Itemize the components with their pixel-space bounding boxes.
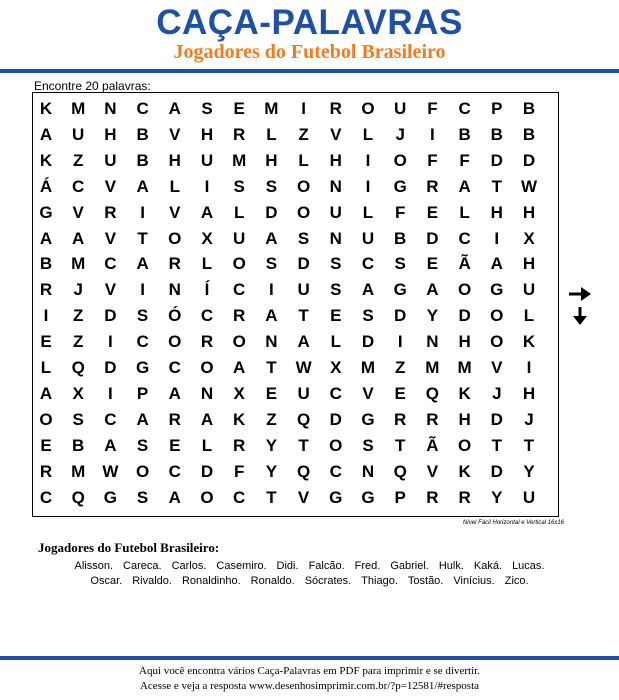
grid-letter: C <box>329 383 342 403</box>
grid-letter: U <box>522 280 536 300</box>
grid-letter: M <box>457 358 472 377</box>
grid-letter: H <box>265 150 278 170</box>
footer-line-1: Aqui você encontra vários Caça-Palavras em PDF para imprimir e se divertir. <box>139 665 480 677</box>
word-list-item: Zico. <box>504 575 529 587</box>
word-list-title: Jogadores do Futebol Brasileiro: <box>38 540 220 555</box>
grid-letter: S <box>265 176 278 196</box>
word-list-item: Hulk. <box>438 560 464 572</box>
word-list-item: Ronaldo. <box>250 575 295 587</box>
grid-letter: H <box>490 202 503 222</box>
grid-letter: R <box>39 461 53 481</box>
grid-letter: I <box>365 176 371 196</box>
grid-letter: O <box>490 332 504 352</box>
grid-letter: L <box>298 150 309 170</box>
grid-letter: R <box>426 176 439 196</box>
grid-letter: S <box>394 254 406 274</box>
grid-letter: D <box>104 358 117 377</box>
grid-letter: P <box>136 383 149 403</box>
grid-letter: H <box>522 202 536 222</box>
grid-letter: E <box>233 99 245 118</box>
grid-letter: Z <box>298 124 309 144</box>
grid-letter: C <box>329 461 342 481</box>
grid-letter: N <box>426 332 439 352</box>
grid-letter: A <box>168 487 181 507</box>
grid-letter: K <box>39 99 53 118</box>
grid-letter: N <box>265 332 278 352</box>
grid-letter: I <box>397 332 403 352</box>
grid-letter: L <box>362 202 374 222</box>
grid-letter: Á <box>39 176 53 196</box>
grid-letter: Ó <box>168 306 182 326</box>
grid-letter: K <box>522 332 536 352</box>
grid-letter: Q <box>71 358 85 377</box>
grid-letter: V <box>104 280 117 300</box>
grid-letter: S <box>330 254 342 274</box>
grid-letter: D <box>522 150 536 170</box>
grid-letter: W <box>520 176 538 196</box>
grid-letter: U <box>200 150 214 170</box>
grid-letter: V <box>104 176 117 196</box>
grid-letter: T <box>298 435 309 455</box>
grid-letter: D <box>104 306 117 326</box>
grid-letter: K <box>233 409 246 429</box>
grid-letter: U <box>297 280 310 300</box>
arrow-down-icon <box>568 306 592 326</box>
grid-letter: O <box>457 435 472 455</box>
grid-letter: P <box>491 99 503 118</box>
grid-letter: Z <box>72 150 84 170</box>
bottom-divider <box>0 656 619 660</box>
grid-letter: C <box>458 228 471 248</box>
grid-letter: L <box>523 306 535 326</box>
grid-letter: S <box>136 306 149 326</box>
page-subtitle: Jogadores do Futebol Brasileiro <box>173 41 446 63</box>
grid-letter: S <box>136 487 149 507</box>
grid-letter: L <box>40 358 52 377</box>
grid-letter: M <box>71 461 86 481</box>
grid-letter: C <box>104 254 117 274</box>
grid-letter: N <box>329 228 342 248</box>
grid-letter: O <box>296 202 311 222</box>
grid-letter: S <box>265 254 278 274</box>
grid-letter: A <box>136 176 149 196</box>
grid-letter: O <box>393 150 407 170</box>
grid-letter: N <box>104 99 117 118</box>
grid-letter: Q <box>296 461 311 481</box>
grid-letter: V <box>72 202 84 222</box>
grid-letter: R <box>233 306 246 326</box>
grid-letter: I <box>140 280 145 300</box>
grid-letter: Z <box>72 332 84 352</box>
grid-letter: O <box>361 99 375 118</box>
grid-letter: L <box>169 176 180 196</box>
grid-letter: Y <box>491 487 503 507</box>
grid-letter: E <box>169 435 181 455</box>
grid-letter: E <box>394 383 406 403</box>
grid-letter: T <box>298 306 309 326</box>
grid-letter: T <box>266 487 277 507</box>
grid-letter: C <box>233 487 246 507</box>
word-list-item: Fred. <box>354 560 381 572</box>
grid-letter: I <box>494 228 500 248</box>
puzzle-instruction: Encontre 20 palavras: <box>34 79 151 93</box>
grid-letter: D <box>265 202 278 222</box>
grid-letter: N <box>329 176 342 196</box>
grid-letter: J <box>395 124 405 144</box>
grid-letter: A <box>200 202 214 222</box>
footer-line-2: Acesse e veja a resposta www.desenhosimprimir.com.br/?p=12581/#resposta <box>139 680 480 692</box>
grid-letter: U <box>522 487 536 507</box>
grid-letter: X <box>72 383 84 403</box>
grid-letter: F <box>427 150 438 170</box>
grid-letter: Q <box>296 409 311 429</box>
grid-letter: B <box>490 124 503 144</box>
page-title: CAÇA-PALAVRAS <box>156 3 463 42</box>
grid-letter: I <box>43 306 49 326</box>
grid-letter: E <box>330 306 342 326</box>
grid-letter: S <box>233 176 245 196</box>
grid-letter: A <box>361 280 375 300</box>
grid-letter: H <box>329 150 342 170</box>
grid-letter: B <box>136 124 149 144</box>
grid-letter: J <box>524 409 534 429</box>
grid-letter: R <box>200 332 214 352</box>
grid-letter: E <box>40 435 52 455</box>
grid-letter: C <box>233 280 246 300</box>
grid-letter: D <box>297 254 310 274</box>
grid-letter: X <box>201 228 213 248</box>
grid-letter: I <box>108 383 113 403</box>
grid-letter: D <box>329 409 342 429</box>
grid-letter: N <box>361 461 375 481</box>
grid-letter: O <box>168 228 182 248</box>
grid-letter: D <box>361 332 375 352</box>
grid-letter: I <box>108 332 113 352</box>
grid-letter: L <box>201 254 213 274</box>
grid-letter: G <box>39 202 53 222</box>
grid-letter: M <box>232 150 247 170</box>
grid-letter: C <box>168 358 181 377</box>
grid-letter: G <box>103 487 117 507</box>
grid-letter: G <box>393 176 407 196</box>
grid-letter: B <box>39 254 53 274</box>
grid-letter: H <box>200 124 214 144</box>
grid-letter: O <box>168 332 182 352</box>
grid-letter: C <box>361 254 375 274</box>
word-list-line-1 <box>20 560 599 572</box>
word-list-item: Tostão. <box>407 575 444 587</box>
grid-letter: O <box>135 461 150 481</box>
grid-letter: L <box>459 202 470 222</box>
grid-letter: O <box>232 332 246 352</box>
word-list-item: Oscar. <box>90 575 123 587</box>
word-list-item: Sócrates. <box>304 575 352 587</box>
grid-letter: Z <box>72 306 84 326</box>
grid-letter: V <box>169 202 181 222</box>
grid-letter: A <box>265 228 278 248</box>
grid-letter: D <box>394 306 407 326</box>
grid-letter: A <box>168 383 181 403</box>
grid-letter: C <box>39 487 53 507</box>
arrow-right-icon <box>568 284 592 304</box>
grid-letter: I <box>365 150 371 170</box>
grid-letter: M <box>360 358 376 377</box>
grid-letter: A <box>426 280 439 300</box>
grid-letter: F <box>233 461 245 481</box>
grid-letter: M <box>264 99 279 118</box>
grid-letter: H <box>522 383 536 403</box>
grid-letter: E <box>40 332 52 352</box>
grid-letter: T <box>137 228 148 248</box>
grid-letter: H <box>522 254 536 274</box>
grid-letter: C <box>72 176 85 196</box>
grid-letter: I <box>204 176 210 196</box>
grid-letter: N <box>200 383 214 403</box>
grid-letter: A <box>39 124 53 144</box>
grid-letter: G <box>393 280 407 300</box>
grid-letter: A <box>265 306 278 326</box>
grid-letter: R <box>329 99 342 118</box>
grid-letter: R <box>458 487 471 507</box>
grid-letter: Y <box>265 435 278 455</box>
grid-letter: B <box>458 124 471 144</box>
grid-letter: U <box>297 383 310 403</box>
grid-letter: R <box>394 409 407 429</box>
grid-letter: O <box>329 435 343 455</box>
grid-letter: B <box>136 150 149 170</box>
grid-letter: D <box>426 228 439 248</box>
word-list-item: Vinícius. <box>453 575 495 587</box>
word-list-item: Carlos. <box>171 560 207 572</box>
word-list-item: Rivaldo. <box>132 575 172 587</box>
grid-letter: D <box>490 150 503 170</box>
grid-letter: A <box>136 254 149 274</box>
grid-letter: G <box>361 487 375 507</box>
word-list-item: Falcão. <box>308 560 345 572</box>
grid-letter: R <box>168 254 181 274</box>
grid-letter: X <box>523 228 535 248</box>
level-note: Nível Fácil Horizontal e Vertical 16x16 <box>462 520 564 526</box>
grid-letter: S <box>297 228 310 248</box>
grid-letter: Q <box>393 461 407 481</box>
grid-letter: B <box>72 435 85 455</box>
grid-letter: G <box>135 358 150 377</box>
grid-letter: A <box>104 435 117 455</box>
grid-letter: J <box>492 383 502 403</box>
grid-letter: Q <box>425 383 439 403</box>
grid-letter: P <box>394 487 406 507</box>
grid-letter: O <box>39 409 53 429</box>
grid-letter: C <box>104 409 117 429</box>
word-list-item: Kaká. <box>473 560 503 572</box>
grid-letter: Ã <box>458 254 471 274</box>
grid-letter: R <box>426 487 439 507</box>
grid-letter: C <box>458 99 471 118</box>
grid-letter: A <box>72 228 85 248</box>
grid-letter: Q <box>71 487 85 507</box>
grid-letter: L <box>233 202 245 222</box>
grid-letter: A <box>458 176 471 196</box>
grid-letter: C <box>136 332 149 352</box>
grid-letter: U <box>104 150 117 170</box>
grid-letter: T <box>266 358 277 377</box>
grid-letter: O <box>296 176 311 196</box>
word-list-item: Gabriel. <box>390 560 429 572</box>
grid-letter: A <box>297 332 310 352</box>
grid-letter: S <box>72 409 84 429</box>
grid-letter: V <box>297 487 310 507</box>
word-list-item: Casemiro. <box>216 560 267 572</box>
grid-letter: U <box>72 124 85 144</box>
grid-letter: A <box>136 409 149 429</box>
grid-letter: H <box>458 332 471 352</box>
grid-letter: B <box>394 228 407 248</box>
grid-letter: A <box>39 383 53 403</box>
word-list-item: Alisson. <box>74 560 114 572</box>
grid-letter: C <box>136 99 149 118</box>
word-list-item: Ronaldinho. <box>181 575 241 587</box>
grid-letter: V <box>426 461 439 481</box>
top-divider <box>0 69 619 73</box>
grid-letter: V <box>104 228 117 248</box>
grid-letter: S <box>362 306 374 326</box>
grid-letter: I <box>140 202 145 222</box>
grid-letter: S <box>362 435 374 455</box>
grid-letter: G <box>490 280 504 300</box>
grid-letter: U <box>329 202 342 222</box>
grid-letter: Z <box>394 358 406 377</box>
word-list-item: Didi. <box>276 560 299 572</box>
grid-letter: T <box>394 435 406 455</box>
grid-letter: H <box>458 409 471 429</box>
grid-letter: I <box>526 358 532 377</box>
grid-letter: A <box>168 99 181 118</box>
grid-letter: Y <box>426 306 439 326</box>
grid-letter: R <box>39 280 53 300</box>
grid-letter: Y <box>523 461 535 481</box>
grid-letter: W <box>102 461 119 481</box>
grid-letter: S <box>136 435 149 455</box>
grid-letter: T <box>523 435 535 455</box>
grid-letter: V <box>362 383 374 403</box>
grid-letter: M <box>71 254 86 274</box>
grid-letter: A <box>490 254 503 274</box>
grid-letter: D <box>490 409 503 429</box>
grid-letter: R <box>233 124 246 144</box>
grid-letter: H <box>104 124 117 144</box>
grid-letter: F <box>459 150 470 170</box>
grid-letter: I <box>430 124 435 144</box>
grid-letter: V <box>491 358 503 377</box>
grid-letter: I <box>269 280 274 300</box>
grid-letter: K <box>39 150 53 170</box>
grid-letter: G <box>361 409 375 429</box>
grid-letter: B <box>522 99 536 118</box>
grid-letter: L <box>362 124 374 144</box>
word-list-item: Lucas. <box>512 560 545 572</box>
grid-letter: E <box>265 383 278 403</box>
grid-letter: M <box>71 99 86 118</box>
grid-letter: R <box>233 435 246 455</box>
grid-letter: A <box>233 358 246 377</box>
word-list-item: Careca. <box>123 560 162 572</box>
grid-letter: U <box>361 228 375 248</box>
grid-letter: R <box>104 202 117 222</box>
grid-letter: T <box>491 435 502 455</box>
grid-letter: E <box>426 202 439 222</box>
grid-letter: F <box>427 99 438 118</box>
grid-letter: N <box>168 280 181 300</box>
grid-letter: E <box>426 254 439 274</box>
grid-letter: B <box>522 124 536 144</box>
grid-letter: L <box>201 435 213 455</box>
grid-letter: X <box>233 383 245 403</box>
grid-letter: S <box>330 280 342 300</box>
grid-letter: I <box>301 99 306 118</box>
grid-letter: L <box>266 124 277 144</box>
word-list-item: Thiago. <box>361 575 398 587</box>
grid-letter: R <box>168 409 181 429</box>
grid-letter: C <box>200 306 214 326</box>
grid-letter: A <box>200 409 214 429</box>
grid-letter: O <box>490 306 504 326</box>
grid-letter: D <box>200 461 214 481</box>
grid-letter: D <box>458 306 471 326</box>
grid-letter: J <box>73 280 83 300</box>
grid-letter: U <box>233 228 246 248</box>
grid-letter: M <box>425 358 440 377</box>
grid-letter: O <box>232 254 246 274</box>
grid-letter: R <box>426 409 439 429</box>
grid-letter: Y <box>265 461 278 481</box>
grid-letter: H <box>168 150 181 170</box>
grid-letter: Í <box>204 280 210 300</box>
word-search-grid <box>32 92 559 517</box>
grid-letter: W <box>295 358 312 377</box>
grid-letter: D <box>490 461 503 481</box>
grid-letter: Z <box>266 409 277 429</box>
grid-letter: U <box>394 99 407 118</box>
grid-letter: F <box>394 202 406 222</box>
grid-letter: L <box>330 332 341 352</box>
grid-letter: K <box>458 383 471 403</box>
grid-letter: A <box>39 228 53 248</box>
grid-letter: X <box>330 358 342 377</box>
grid-letter: G <box>329 487 343 507</box>
grid-letter: O <box>457 280 472 300</box>
grid-letter: O <box>200 358 214 377</box>
grid-letter: O <box>200 487 214 507</box>
grid-letter: Ã <box>426 435 439 455</box>
grid-letter: S <box>201 99 213 118</box>
word-list-line-2 <box>20 575 599 587</box>
grid-letter: T <box>491 176 502 196</box>
grid-letter: V <box>169 124 181 144</box>
grid-letter: K <box>458 461 471 481</box>
grid-letter: V <box>330 124 342 144</box>
grid-letter: C <box>168 461 181 481</box>
